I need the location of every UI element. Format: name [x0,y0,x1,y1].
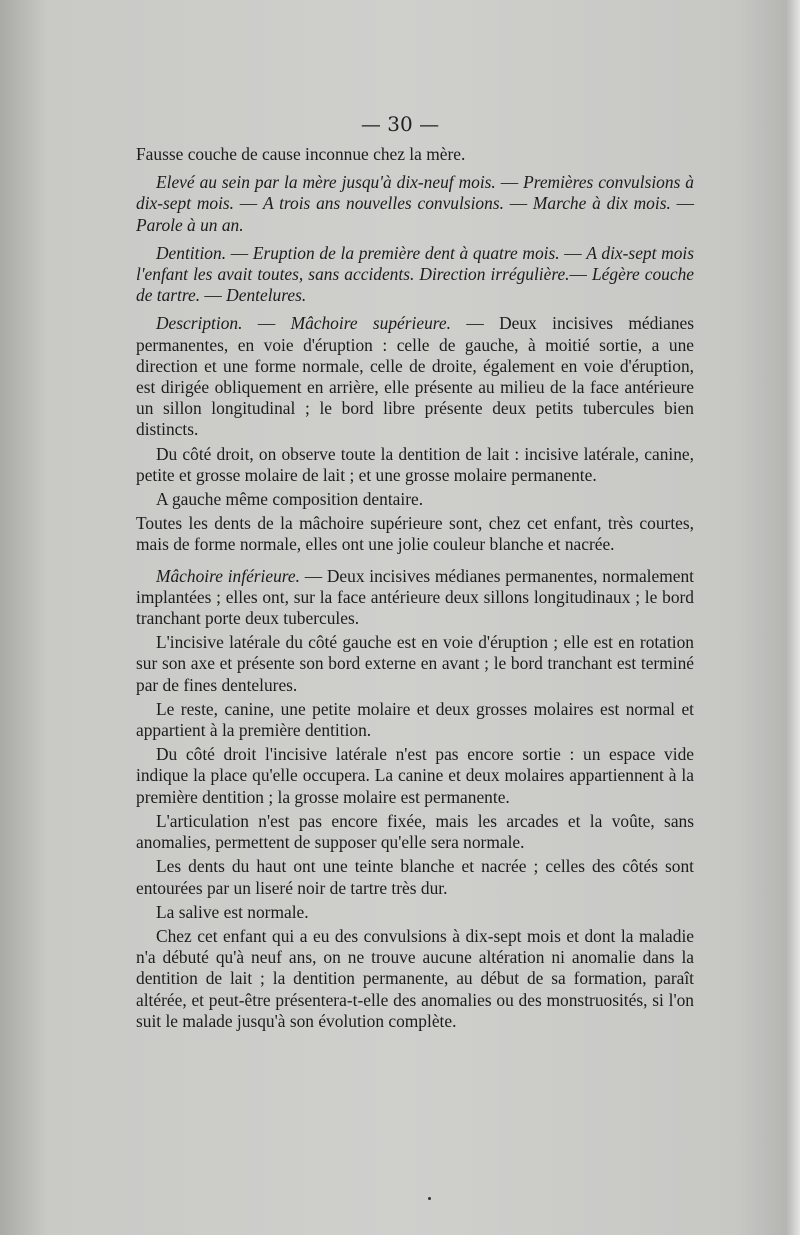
paragraph-saliva: La salive est normale. [156,901,309,922]
body-text [136,144,694,1035]
paragraph-remainder: Le reste, canine, une petite molaire et deux grosses molaires est normal et appartient à la première dentition. [136,698,694,741]
paragraph-upper-summary: Toutes les dents de la mâchoire supérieure sont, chez cet enfant, très courtes, mais de forme normale, elles ont une jolie couleur blanche et nacrée. [136,513,694,555]
paragraph-dentition: Dentition. — Eruption de la première dent à quatre mois. — A dix-sept mois l'enfant les avait toutes, sans accidents. Direction irrégulière.— Légère couche de tartre. — Dentelures. [136,242,694,306]
paragraph-teeth-color: Les dents du haut ont une teinte blanche et nacrée ; celles des côtés sont entourées par un liseré noir de tartre très dur. [136,856,694,898]
paragraph-articulation: L'articulation n'est pas encore fixée, mais les arcades et la voûte, sans anomalies, permettent de supposer qu'elle sera normale. [136,810,694,853]
page-number: — 30 — [360,112,440,136]
paragraph-development: Elevé au sein par la mère jusqu'à dix-neuf mois. — Premières convulsions à dix-sept mois. — A trois ans nouvelles convulsions. — Marche à dix mois. — Parole à un an. [136,172,694,235]
paragraph-left-side: A gauche même composition dentaire. [156,489,424,510]
paragraph-right-lower: Du côté droit l'incisive latérale n'est pas encore sortie : un espace vide indique la place qu'elle occupera. La canine et deux molaires appartiennent à la première dentition ; la grosse molaire est permanente. [136,744,694,807]
paragraph-family-history: Fausse couche de cause inconnue chez la mère. [136,144,466,164]
paragraph-right-side: Du côté droit, on observe toute la dentition de lait : incisive latérale, canine, petite et grosse molaire de lait ; et une grosse molaire permanente. [136,443,694,485]
paragraph-upper-jaw: Description. — Mâchoire supérieure. — Deux incisives médianes permanentes, en voie d'éruption : celle de gauche, à moitié sortie, a une direction et une forme normale, celle de droite, également en voie d'éruption, est dirigée obliquement en arrière, elle présente au milieu de la face antérieure un sillon longitudinal ; le bord libre présente deux petits tubercules bien distincts. [136,313,695,440]
ink-speck [428,1197,431,1200]
paragraph-lower-jaw: Mâchoire inférieure. — Deux incisives médianes permanentes, normalement implantées ; elles ont, sur la face antérieure deux sillons longitudinaux ; le bord tranchant porte deux tubercules. [136,565,694,629]
paragraph-lateral-incisor: L'incisive latérale du côté gauche est en voie d'éruption ; elle est en rotation sur son axe et présente son bord externe en avant ; le bord tranchant est terminé par de fines dentelures. [136,632,694,695]
paragraph-conclusion: Chez cet enfant qui a eu des convulsions à dix-sept mois et dont la maladie n'a débuté qu'à neuf ans, on ne trouve aucune altération ni anomalie dans la dentition de lait ; la dentition permanente, au début de sa formation, paraît altérée, et peut-être présentera-t-elle des anomalies ou des monstruosités, si l'on suit le malade jusqu'à son évolution complète. [136,925,694,1031]
